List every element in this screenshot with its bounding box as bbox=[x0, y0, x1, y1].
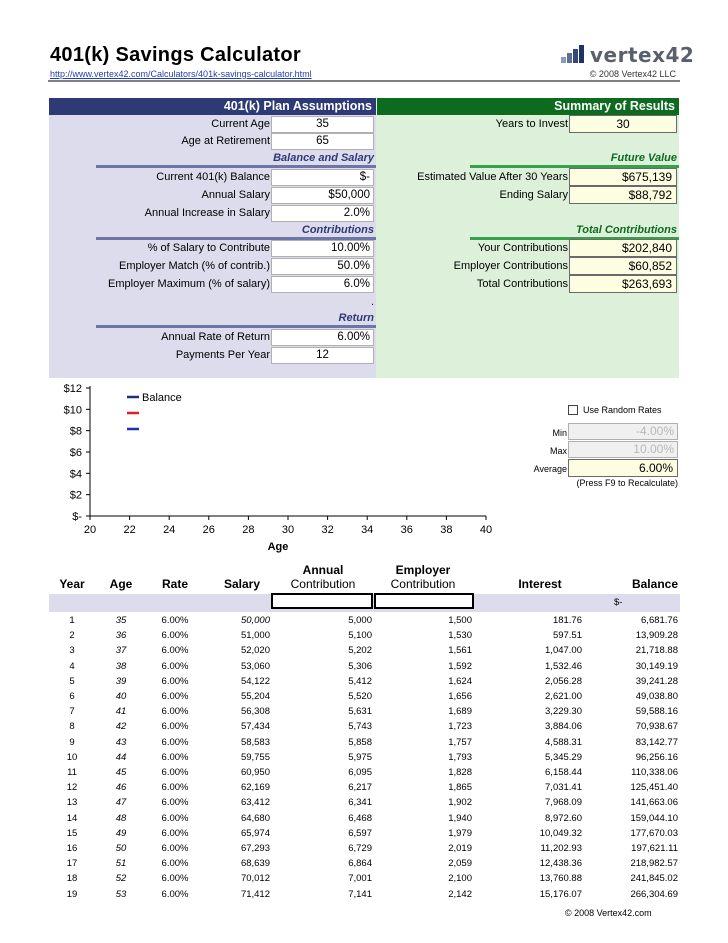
cell-balance: 125,451.40 bbox=[630, 782, 678, 794]
cell-year: 6 bbox=[69, 691, 75, 702]
years-value: 30 bbox=[569, 115, 677, 133]
cell-rate: 6.00% bbox=[161, 812, 189, 824]
cell-salary: 62,169 bbox=[240, 782, 270, 794]
cell-annual-contribution: 7,141 bbox=[348, 888, 372, 900]
cell-year: 2 bbox=[69, 630, 75, 642]
col-header-year: Year bbox=[59, 577, 85, 591]
cell-age: 35 bbox=[115, 615, 127, 626]
cell-balance: 266,304.69 bbox=[630, 888, 678, 900]
annual-return-input[interactable]: 6.00% bbox=[271, 329, 374, 346]
cell-employer-contribution: 1,828 bbox=[448, 767, 472, 778]
col-header-employer-top: Employer bbox=[395, 563, 451, 577]
cell-rate: 6.00% bbox=[161, 660, 189, 672]
x-tick-label: 22 bbox=[123, 524, 136, 536]
cell-interest: 6,158.44 bbox=[545, 767, 582, 778]
cell-balance: 197,621.11 bbox=[631, 843, 678, 854]
employer-contrib-value: $60,852 bbox=[569, 257, 677, 275]
random-rates-checkbox[interactable] bbox=[568, 405, 578, 415]
cell-employer-contribution: 1,723 bbox=[448, 721, 472, 733]
annual-increase-input[interactable]: 2.0% bbox=[271, 205, 374, 222]
y-tick-label: $8 bbox=[69, 425, 82, 438]
cell-age: 44 bbox=[115, 751, 127, 763]
current-age-input[interactable]: 35 bbox=[271, 116, 374, 133]
cell-rate: 6.00% bbox=[161, 706, 189, 718]
cell-age: 41 bbox=[115, 706, 127, 718]
cell-salary: 64,680 bbox=[240, 812, 270, 824]
y-tick-label: $12 bbox=[63, 383, 82, 395]
est-value: $675,139 bbox=[569, 168, 677, 186]
cell-annual-contribution: 6,217 bbox=[348, 782, 372, 794]
your-contrib-label: Your Contributions bbox=[477, 242, 568, 254]
cell-age: 53 bbox=[115, 888, 127, 900]
current-balance-label: Current 401(k) Balance bbox=[156, 171, 270, 183]
cell-employer-contribution: 1,902 bbox=[448, 797, 472, 809]
cell-annual-contribution: 5,202 bbox=[348, 645, 372, 657]
col-header-age: Age bbox=[109, 577, 133, 591]
annual-increase-label: Annual Increase in Salary bbox=[144, 207, 270, 219]
col-header-interest: Interest bbox=[518, 577, 562, 591]
y-tick-label: $2 bbox=[69, 489, 82, 502]
cell-balance: 59,588.16 bbox=[635, 706, 678, 718]
balance-section-heading: Balance and Salary bbox=[273, 152, 374, 164]
col-header-annual-top: Annual bbox=[302, 563, 344, 577]
cell-interest: 1,532.46 bbox=[545, 660, 582, 672]
cell-year: 14 bbox=[66, 812, 78, 824]
cell-employer-contribution: 2,142 bbox=[448, 888, 472, 900]
employer-match-label: Employer Match (% of contrib.) bbox=[119, 260, 270, 272]
cell-balance: 141,663.06 bbox=[630, 797, 678, 809]
cell-year: 15 bbox=[66, 827, 78, 839]
cell-annual-contribution: 6,095 bbox=[348, 767, 372, 778]
cell-age: 39 bbox=[115, 675, 127, 687]
summary-title: Summary of Results bbox=[377, 98, 679, 115]
y-tick-label: $10 bbox=[63, 404, 82, 417]
cell-year: 13 bbox=[66, 797, 78, 809]
legend-label: Balance bbox=[142, 392, 182, 404]
cell-age: 38 bbox=[115, 660, 127, 672]
cell-age: 52 bbox=[115, 873, 127, 885]
recalc-note: (Press F9 to Recalculate) bbox=[576, 478, 678, 488]
cell-rate: 6.00% bbox=[161, 888, 189, 900]
pct-salary-input[interactable]: 10.00% bbox=[271, 240, 374, 257]
cell-year: 19 bbox=[66, 888, 78, 900]
annual-salary-label: Annual Salary bbox=[201, 189, 270, 201]
cell-annual-contribution: 5,412 bbox=[348, 675, 372, 687]
assumptions-title: 401(k) Plan Assumptions bbox=[49, 98, 376, 115]
x-axis-label: Age bbox=[267, 541, 289, 553]
cell-salary: 60,950 bbox=[240, 767, 270, 778]
cell-employer-contribution: 2,059 bbox=[448, 858, 472, 870]
cell-age: 40 bbox=[115, 691, 127, 702]
cell-rate: 6.00% bbox=[161, 675, 189, 687]
x-tick-label: 20 bbox=[83, 524, 97, 536]
cell-balance: 30,149.19 bbox=[635, 660, 678, 672]
cell-interest: 181.76 bbox=[552, 615, 582, 626]
cell-salary: 59,755 bbox=[240, 751, 270, 763]
ending-salary-label: Ending Salary bbox=[499, 189, 568, 201]
cell-salary: 58,583 bbox=[240, 736, 270, 748]
cell-rate: 6.00% bbox=[161, 691, 189, 702]
contrib-section-heading: Contributions bbox=[301, 224, 374, 236]
cell-employer-contribution: 1,656 bbox=[448, 691, 472, 702]
x-tick-label: 28 bbox=[242, 524, 255, 536]
cell-annual-contribution: 5,743 bbox=[348, 721, 372, 733]
avg-rate-label: Average bbox=[533, 464, 567, 474]
cell-year: 11 bbox=[67, 767, 77, 778]
cell-salary: 70,012 bbox=[240, 873, 270, 885]
cell-employer-contribution: 1,561 bbox=[448, 645, 472, 657]
cell-rate: 6.00% bbox=[161, 782, 189, 794]
x-tick-label: 34 bbox=[361, 524, 374, 536]
copyright-bottom: © 2008 Vertex42.com bbox=[565, 908, 652, 918]
vertex42-logo-icon bbox=[561, 45, 587, 65]
cell-salary: 56,308 bbox=[240, 706, 270, 718]
cell-balance: 49,038.80 bbox=[635, 691, 678, 702]
cell-annual-contribution: 5,975 bbox=[348, 751, 372, 763]
cell-year: 16 bbox=[66, 843, 78, 854]
cell-employer-contribution: 1,530 bbox=[448, 630, 472, 642]
cell-balance: 110,338.06 bbox=[631, 767, 678, 778]
cell-employer-contribution: 1,865 bbox=[448, 782, 472, 794]
cell-interest: 12,438.36 bbox=[539, 858, 582, 870]
cell-rate: 6.00% bbox=[161, 843, 189, 854]
cell-salary: 67,293 bbox=[240, 843, 270, 854]
total-contrib-value: $263,693 bbox=[569, 275, 677, 293]
cell-interest: 8,972.60 bbox=[545, 812, 582, 824]
cell-age: 42 bbox=[115, 721, 127, 733]
x-tick-label: 24 bbox=[163, 524, 176, 536]
annual-salary-input[interactable]: $50,000 bbox=[271, 187, 374, 204]
cell-age: 47 bbox=[115, 797, 127, 809]
cell-interest: 7,968.09 bbox=[545, 797, 582, 809]
employer-max-input[interactable]: 6.0% bbox=[271, 276, 374, 293]
return-section-heading: Return bbox=[338, 312, 374, 324]
cell-balance: 177,670.03 bbox=[630, 827, 678, 839]
cell-salary: 63,412 bbox=[240, 797, 270, 809]
col-header-salary: Salary bbox=[223, 577, 260, 591]
cell-rate: 6.00% bbox=[161, 767, 189, 778]
cell-balance: 13,909.28 bbox=[635, 630, 678, 642]
cell-salary: 57,434 bbox=[240, 721, 270, 733]
cell-year: 1 bbox=[69, 615, 75, 626]
col-header-annual-bottom: Contribution bbox=[290, 577, 356, 591]
employer-contrib-label: Employer Contributions bbox=[453, 260, 568, 272]
cell-age: 48 bbox=[115, 812, 127, 824]
cell-year: 7 bbox=[69, 706, 75, 718]
cell-rate: 6.00% bbox=[161, 645, 189, 657]
est-value-label: Estimated Value After 30 Years bbox=[417, 171, 568, 183]
cell-year: 4 bbox=[69, 660, 75, 672]
cell-interest: 1,047.00 bbox=[545, 645, 582, 657]
cell-interest: 2,056.28 bbox=[545, 675, 582, 687]
balance-chart bbox=[50, 380, 510, 558]
ending-salary-value: $88,792 bbox=[569, 186, 677, 204]
cell-rate: 6.00% bbox=[161, 858, 189, 870]
cell-annual-contribution: 6,468 bbox=[348, 812, 372, 824]
page-title: 401(k) Savings Calculator bbox=[50, 44, 301, 66]
cell-employer-contribution: 1,689 bbox=[448, 706, 472, 718]
annual-return-label: Annual Rate of Return bbox=[161, 331, 270, 343]
cell-rate: 6.00% bbox=[161, 630, 189, 642]
total-section-heading: Total Contributions bbox=[575, 224, 677, 236]
col-header-balance: Balance bbox=[631, 577, 678, 591]
total-contrib-label: Total Contributions bbox=[476, 278, 568, 290]
cell-salary: 55,204 bbox=[240, 691, 270, 702]
cell-rate: 6.00% bbox=[161, 873, 189, 885]
cell-age: 37 bbox=[115, 645, 127, 657]
cell-annual-contribution: 5,000 bbox=[348, 615, 372, 626]
cell-interest: 4,588.31 bbox=[545, 736, 582, 748]
cell-interest: 5,345.29 bbox=[545, 751, 582, 763]
x-tick-label: 40 bbox=[479, 524, 493, 536]
cell-age: 49 bbox=[115, 827, 127, 839]
cell-rate: 6.00% bbox=[161, 751, 189, 763]
cell-year: 17 bbox=[66, 858, 78, 870]
cell-employer-contribution: 2,019 bbox=[448, 843, 472, 854]
x-tick-label: 26 bbox=[202, 524, 215, 536]
cell-balance: 83,142.77 bbox=[635, 736, 678, 748]
vertex42-logo-text: vertex42 bbox=[590, 43, 695, 67]
cell-balance: 218,982.57 bbox=[630, 858, 678, 870]
retire-age-input[interactable]: 65 bbox=[271, 133, 374, 150]
x-tick-label: 32 bbox=[321, 524, 334, 536]
cell-rate: 6.00% bbox=[161, 827, 189, 839]
cell-annual-contribution: 5,306 bbox=[348, 660, 372, 672]
cell-interest: 10,049.32 bbox=[539, 827, 582, 839]
cell-rate: 6.00% bbox=[161, 721, 189, 733]
pct-salary-label: % of Salary to Contribute bbox=[147, 242, 270, 254]
years-label: Years to Invest bbox=[495, 118, 568, 130]
header-divider bbox=[48, 80, 680, 82]
max-rate-input[interactable]: 10.00% bbox=[568, 441, 678, 458]
y-tick-label: $6 bbox=[69, 447, 82, 459]
cell-year: 9 bbox=[69, 736, 75, 748]
avg-rate-value: 6.00% bbox=[568, 459, 678, 477]
cell-annual-contribution: 6,597 bbox=[348, 827, 372, 839]
cell-employer-contribution: 1,757 bbox=[448, 736, 472, 748]
cell-annual-contribution: 5,858 bbox=[348, 736, 372, 748]
cell-annual-contribution: 7,001 bbox=[348, 873, 372, 885]
col-header-rate: Rate bbox=[161, 577, 188, 591]
cell-salary: 65,974 bbox=[240, 827, 270, 839]
calculator-url-link[interactable]: http://www.vertex42.com/Calculators/401k-savings-calculator.html bbox=[50, 69, 312, 79]
cell-age: 50 bbox=[115, 843, 127, 854]
y-tick-label: $4 bbox=[69, 468, 82, 481]
cell-interest: 11,202.93 bbox=[540, 843, 582, 854]
cell-employer-contribution: 1,500 bbox=[448, 615, 472, 626]
your-contrib-value: $202,840 bbox=[569, 239, 677, 257]
cell-employer-contribution: 1,624 bbox=[448, 675, 472, 687]
employer-max-label: Employer Maximum (% of salary) bbox=[108, 278, 270, 290]
cell-age: 51 bbox=[115, 858, 127, 870]
cell-employer-contribution: 1,592 bbox=[448, 660, 472, 672]
cell-balance: 39,241.28 bbox=[635, 675, 678, 687]
x-tick-label: 38 bbox=[440, 524, 453, 536]
y-tick-label: $- bbox=[72, 511, 82, 523]
annual-contrib-override-input[interactable] bbox=[271, 593, 373, 609]
copyright-top: © 2008 Vertex42 LLC bbox=[589, 69, 676, 79]
cell-interest: 3,229.30 bbox=[545, 706, 582, 718]
cell-annual-contribution: 6,341 bbox=[348, 797, 372, 809]
cell-employer-contribution: 1,940 bbox=[448, 812, 472, 824]
spacer-dot: . bbox=[370, 296, 374, 308]
cell-salary: 54,122 bbox=[240, 675, 270, 687]
employer-match-input[interactable]: 50.0% bbox=[271, 258, 374, 275]
payments-input[interactable]: 12 bbox=[271, 347, 374, 364]
cell-salary: 68,639 bbox=[240, 858, 270, 870]
col-header-employer-bottom: Contribution bbox=[390, 577, 456, 591]
cell-year: 8 bbox=[69, 721, 75, 733]
cell-salary: 53,060 bbox=[240, 660, 270, 672]
cell-annual-contribution: 5,520 bbox=[348, 691, 372, 702]
cell-age: 43 bbox=[115, 736, 127, 748]
current-age-label: Current Age bbox=[211, 118, 270, 130]
cell-balance: 241,845.02 bbox=[630, 873, 678, 885]
cell-salary: 50,000 bbox=[240, 615, 270, 626]
cell-salary: 71,412 bbox=[240, 888, 270, 900]
employer-contrib-override-input[interactable] bbox=[374, 593, 474, 609]
cell-employer-contribution: 1,979 bbox=[448, 827, 472, 839]
future-section-heading: Future Value bbox=[610, 152, 677, 164]
current-balance-input[interactable]: $- bbox=[271, 169, 374, 186]
cell-age: 36 bbox=[115, 630, 127, 642]
cell-rate: 6.00% bbox=[161, 615, 189, 626]
cell-annual-contribution: 6,864 bbox=[348, 858, 372, 870]
cell-year: 3 bbox=[69, 645, 75, 657]
cell-balance: 6,681.76 bbox=[641, 615, 678, 626]
cell-balance: 70,938.67 bbox=[635, 721, 678, 733]
cell-year: 10 bbox=[66, 751, 78, 763]
cell-balance: 159,044.10 bbox=[630, 812, 678, 824]
random-rates-label: Use Random Rates bbox=[583, 405, 662, 415]
x-tick-label: 30 bbox=[281, 524, 295, 536]
cell-rate: 6.00% bbox=[161, 736, 189, 748]
cell-interest: 15,176.07 bbox=[539, 888, 582, 900]
cell-rate: 6.00% bbox=[161, 797, 189, 809]
cell-interest: 3,884.06 bbox=[545, 721, 582, 733]
cell-interest: 2,621.00 bbox=[545, 691, 582, 702]
cell-age: 46 bbox=[115, 782, 127, 794]
cell-year: 12 bbox=[66, 782, 78, 794]
cell-year: 5 bbox=[69, 675, 75, 687]
min-rate-label: Min bbox=[552, 428, 567, 438]
cell-annual-contribution: 5,100 bbox=[348, 630, 372, 642]
cell-employer-contribution: 2,100 bbox=[448, 873, 472, 885]
cell-age: 45 bbox=[115, 767, 127, 778]
x-tick-label: 36 bbox=[400, 524, 413, 536]
cell-balance: 96,256.16 bbox=[635, 751, 678, 763]
cell-balance: 21,718.88 bbox=[635, 645, 678, 657]
initial-balance: $- bbox=[614, 597, 623, 608]
cell-annual-contribution: 5,631 bbox=[348, 706, 372, 718]
max-rate-label: Max bbox=[549, 446, 567, 456]
payments-label: Payments Per Year bbox=[175, 349, 270, 361]
cell-salary: 51,000 bbox=[240, 630, 270, 642]
cell-year: 18 bbox=[66, 873, 78, 885]
cell-salary: 52,020 bbox=[240, 645, 270, 657]
cell-annual-contribution: 6,729 bbox=[348, 843, 372, 854]
cell-interest: 13,760.88 bbox=[539, 873, 582, 885]
min-rate-input[interactable]: -4.00% bbox=[568, 423, 678, 440]
cell-interest: 597.51 bbox=[552, 630, 582, 642]
retire-age-label: Age at Retirement bbox=[181, 135, 270, 147]
cell-interest: 7,031.41 bbox=[545, 782, 582, 794]
cell-employer-contribution: 1,793 bbox=[448, 751, 472, 763]
